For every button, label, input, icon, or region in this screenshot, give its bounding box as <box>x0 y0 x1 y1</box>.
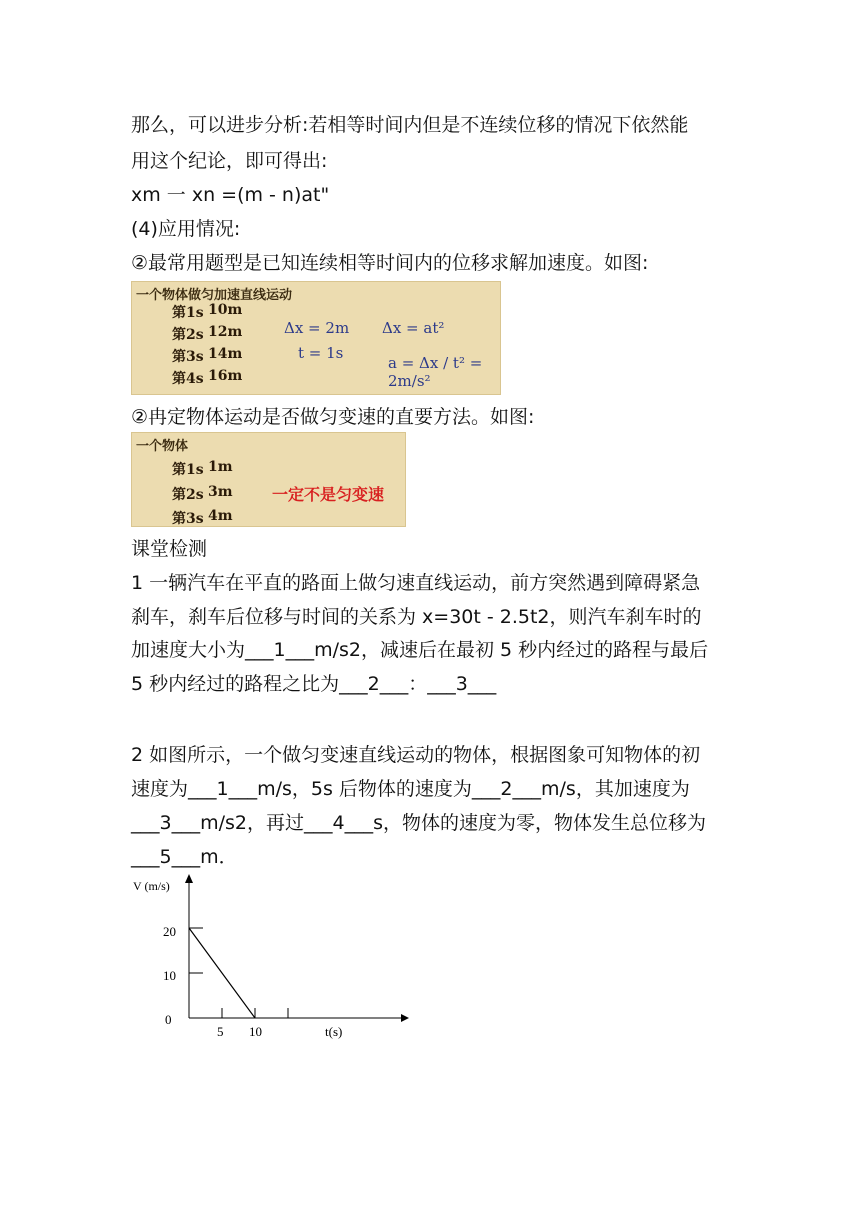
card1-row: 第1s 10m <box>172 302 243 321</box>
section-heading: (4)应用情况: <box>131 218 241 240</box>
x-axis-label: t(s) <box>325 1024 343 1039</box>
q1-line-3: 加速度大小为___1___m/s2，减速后在最初 5 秒内经过的路程与最后 <box>131 639 709 661</box>
card2-verdict: 一定不是匀变速 <box>272 485 385 504</box>
eq-dx: Δx = 2m <box>284 319 350 337</box>
text-line-5: ②最常用题型是已知连续相等时间内的位移求解加速度。如图: <box>131 252 649 274</box>
x-axis-arrow <box>401 1014 409 1022</box>
q2-line-1: 2 如图所示，一个做匀变速直线运动的物体，根据图象可知物体的初 <box>131 744 701 766</box>
card1-row: 第4s 16m <box>172 368 243 387</box>
x-tick-label: 5 <box>217 1024 224 1039</box>
y-tick-label: 20 <box>163 924 176 939</box>
card1-header: 一个物体做匀加速直线运动 <box>136 288 293 303</box>
section-title: 课堂检测 <box>131 538 208 560</box>
y-axis-arrow <box>185 874 193 883</box>
eq-a: a = Δx / t² = 2m/s² <box>388 354 483 390</box>
eq-t: t = 1s <box>298 344 344 362</box>
q2-line-3: ___3___m/s2，再过___4___s，物体的速度为零，物体发生总位移为 <box>131 812 706 834</box>
formula-line: xm 一 xn =(m - n)at" <box>131 184 330 206</box>
y-tick-label: 10 <box>163 968 176 983</box>
q2-line-2: 速度为___1___m/s，5s 后物体的速度为___2___m/s，其加速度为 <box>131 778 690 800</box>
card2-row: 第2s 3m <box>172 484 233 503</box>
example-image-1 <box>131 281 501 395</box>
y-tick-label: 0 <box>165 1012 172 1027</box>
y-axis-label: V (m/s) <box>133 879 170 893</box>
card1-row: 第3s 14m <box>172 346 243 365</box>
text-line-1: 那么，可以进步分析:若相等时间内但是不连续位移的情况下依然能 <box>131 114 689 136</box>
q1-line-1: 1 一辆汽车在平直的路面上做匀速直线运动，前方突然遇到障碍紧急 <box>131 572 701 594</box>
example-image-2 <box>131 432 406 527</box>
card1-row: 第2s 12m <box>172 324 243 343</box>
card2-row: 第1s 1m <box>172 459 233 478</box>
eq-dx-at2: Δx = at² <box>382 319 445 337</box>
card2-header: 一个物体 <box>136 439 189 454</box>
q1-line-4: 5 秒内经过的路程之比为___2___：___3___ <box>131 673 497 695</box>
q1-line-2: 刹车，刹车后位移与时间的关系为 x=30t - 2.5t2，则汽车刹车时的 <box>131 606 702 628</box>
card2-row: 第3s 4m <box>172 508 233 527</box>
text-line-2: 用这个纪论，即可得出: <box>131 150 328 172</box>
text-line-6: ②冉定物体运动是否做匀变速的直要方法。如图: <box>131 406 535 428</box>
q2-line-4: ___5___m． <box>131 846 238 868</box>
x-tick-label: 10 <box>249 1024 262 1039</box>
velocity-time-graph <box>125 872 365 1042</box>
